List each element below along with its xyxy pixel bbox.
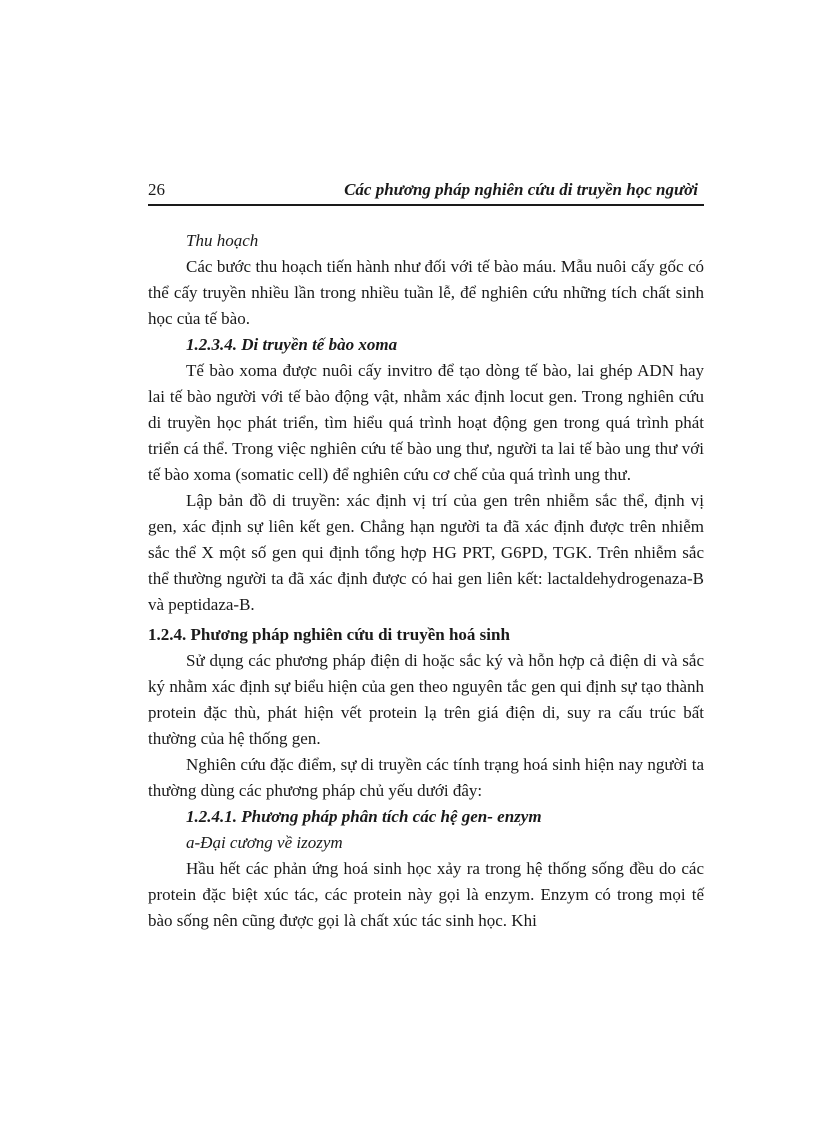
paragraph-izozym: Hầu hết các phản ứng hoá sinh học xảy ra trong hệ thống sống đều do các protein đặc biệt xúc tác, các protein này gọi là enzym. Enzym có trong mọi tế bào sống nên cũng được gọi là chất xúc tác sinh học. Khi [148, 859, 704, 930]
paragraph-hoa-sinh-2: Nghiên cứu đặc điểm, sự di truyền các tính trạng hoá sinh hiện nay người ta thường dùng các phương pháp chủ yếu dưới đây: [148, 755, 704, 800]
document-page [148, 178, 704, 934]
paragraph-hoa-sinh-1: Sử dụng các phương pháp điện di hoặc sắc ký và hỗn hợp cả điện di và sắc ký nhằm xác định sự biểu hiện của gen theo nguyên tắc gen qui định sự tạo thành protein đặc thù, phát hiện vết protein lạ trên giá điện di, suy ra cấu trúc bất thường của hệ thống gen. [148, 651, 704, 748]
heading-1-2-3-4: 1.2.3.4. Di truyền tế bào xoma [186, 335, 398, 354]
paragraph-xoma-2: Lập bản đồ di truyền: xác định vị trí của gen trên nhiễm sắc thể, định vị gen, xác định sự liên kết gen. Chẳng hạn người ta đã xác định được trên nhiễm sắc thể X một số gen qui định tổng hợp HG PRT, G6PD, TGK. Trên nhiễm sắc thể thường người ta đã xác định được có hai gen liên kết: lactaldehydrogenaza-B và peptidaza-B. [148, 491, 704, 614]
heading-thu-hoach: Thu hoạch [186, 231, 259, 250]
heading-1-2-4: 1.2.4. Phương pháp nghiên cứu di truyền hoá sinh [148, 625, 510, 644]
paragraph-xoma-1: Tế bào xoma được nuôi cấy invitro để tạo dòng tế bào, lai ghép ADN hay lai tế bào người với tế bào động vật, nhằm xác định locut gen. Trong nghiên cứu di truyền học phát triển, tìm hiểu quá trình hoạt động gen trong quá trình phát triển cá thể. Trong việc nghiên cứu tế bào ung thư, người ta lai tế bào ung thư với tế bào xoma (somatic cell) để nghiên cứu cơ chế của quá trình ung thư. [148, 361, 704, 484]
paragraph-thu-hoach: Các bước thu hoạch tiến hành như đối với tế bào máu. Mẫu nuôi cấy gốc có thể cấy truyền nhiều lần trong nhiều tuần lễ, để nghiên cứu những tích chất sinh học của tế bào. [148, 257, 704, 328]
page-number: 26 [148, 180, 165, 199]
heading-a-izozym: a-Đại cương về izozym [186, 833, 343, 852]
heading-1-2-4-1: 1.2.4.1. Phương pháp phân tích các hệ gen- enzym [186, 807, 542, 826]
page-header [148, 178, 704, 206]
page-content [148, 228, 704, 934]
running-title: Các phương pháp nghiên cứu di truyền học người [344, 180, 698, 199]
